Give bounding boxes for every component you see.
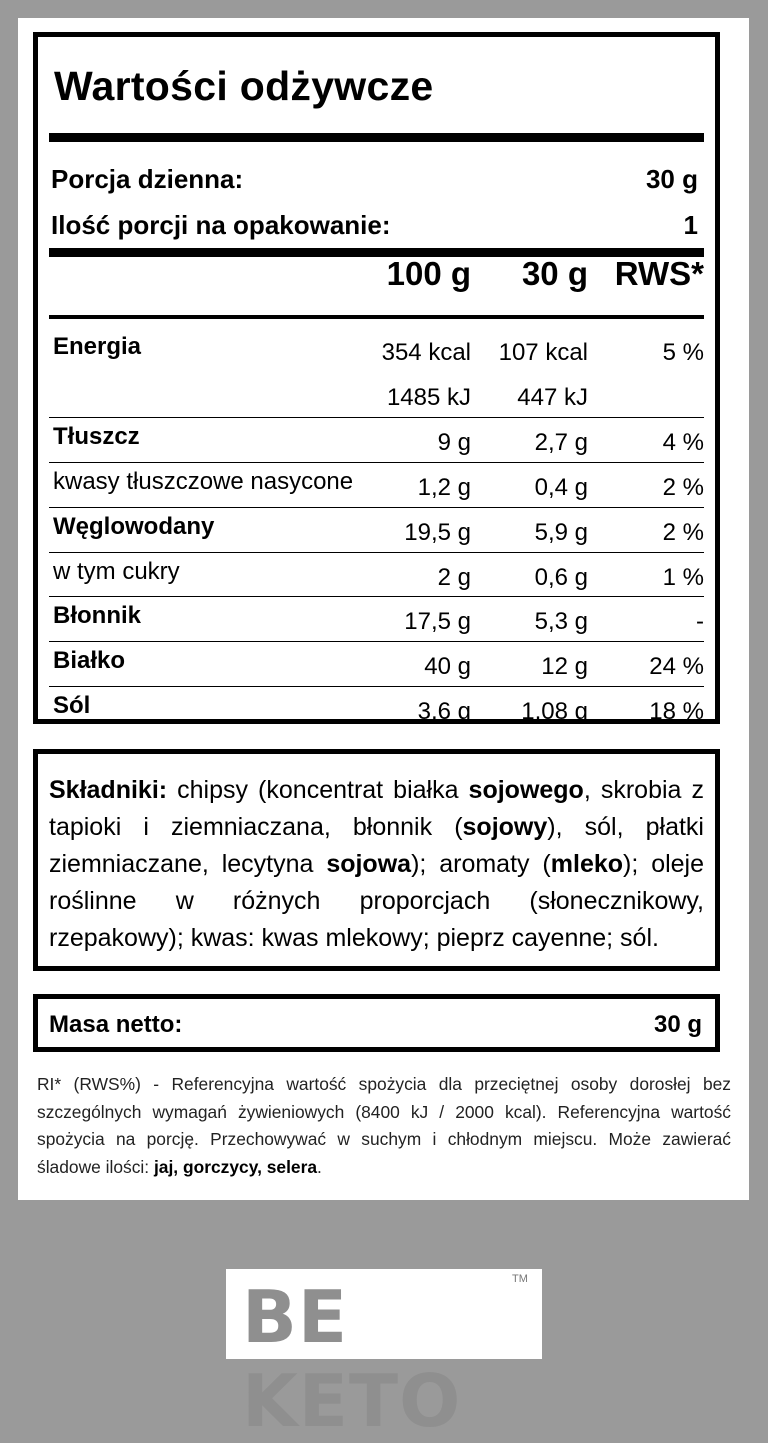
servings-value: 1: [683, 210, 698, 240]
divider: [49, 686, 704, 687]
column-header-100g: 100 g: [386, 255, 471, 292]
servings-row: [51, 210, 698, 241]
value-rws: -: [696, 608, 704, 635]
value-100g: 354 kcal: [381, 339, 471, 366]
column-header-rws: RWS*: [614, 255, 704, 292]
ingredients-part: , skrobia z tapioki i ziemniaczana, błonnik (: [49, 776, 704, 841]
value-portion: 1,08 g: [521, 698, 588, 725]
brand-logo: [226, 1269, 542, 1443]
allergen-highlight: sojowa: [326, 850, 412, 878]
allergen-highlight: sojowego: [468, 776, 584, 804]
ingredients-part: chipsy (koncentrat białka: [167, 776, 469, 804]
nutrient-name: Tłuszcz: [53, 423, 140, 450]
allergen-trace: jaj, gorczycy, selera: [153, 1156, 318, 1177]
nutrient-name: Węglowodany: [53, 513, 215, 540]
nutrient-name: Błonnik: [53, 602, 141, 629]
nutrition-table: [33, 32, 720, 724]
value-rws: 2 %: [662, 474, 704, 501]
value-portion: 2,7 g: [534, 429, 588, 456]
nutrient-name: kwasy tłuszczowe nasycone: [53, 468, 354, 495]
value-portion: 107 kcal: [498, 339, 588, 366]
servings-label: Ilość porcji na opakowanie:: [51, 210, 391, 240]
serving-label: Porcja dzienna:: [51, 164, 244, 194]
divider: [49, 133, 704, 142]
label-sheet: [18, 18, 749, 1200]
value-rws: 1 %: [662, 564, 704, 591]
divider: [49, 462, 704, 463]
value-100g: 9 g: [437, 429, 471, 456]
footnote-end: .: [317, 1156, 322, 1177]
ingredients-text: [49, 772, 704, 957]
divider: [49, 315, 704, 319]
footnote: [37, 1071, 731, 1181]
divider: [49, 248, 704, 257]
value-100g: 17,5 g: [404, 608, 471, 635]
nutrition-title: Wartości odżywcze: [54, 63, 434, 109]
footnote-text: RI* (RWS%) - Referencyjna wartość spożycia dla przeciętnej osoby dorosłej bez szczególnych wymagań żywieniowych (8400 kJ / 2000 kcal). Referencyjna wartość spożycia na porcję. Przechowywać w suchym i chłodnym miejscu. Może zawierać śladowe ilości:: [37, 1074, 731, 1177]
value-100g: 1,2 g: [417, 474, 471, 501]
serving-value: 30 g: [645, 164, 698, 194]
value-portion: 5,3 g: [534, 608, 588, 635]
allergen-highlight: mleko: [550, 850, 624, 878]
value-100g: 3,6 g: [417, 698, 471, 725]
value-rws: 4 %: [662, 429, 704, 456]
ingredients-part: ), sól, płatki ziemniaczane, lecytyna: [49, 813, 704, 878]
value-rws: 24 %: [649, 653, 704, 680]
ingredients-part: ); oleje roślinne w różnych proporcjach (słonecznikowy, rzepakowy); kwas: kwas mlekowy; pieprz cayenne; sól.: [49, 850, 705, 952]
ingredients-label: Składniki:: [49, 776, 168, 804]
value-portion: 5,9 g: [534, 519, 588, 546]
column-header-portion: 30 g: [521, 255, 588, 292]
nutrient-name: Białko: [53, 647, 126, 674]
nutrient-name: Sól: [53, 692, 91, 719]
allergen-highlight: sojowy: [462, 813, 548, 841]
divider: [49, 552, 704, 553]
value-portion: 0,6 g: [534, 564, 588, 591]
value-rws: 5 %: [662, 339, 704, 366]
net-mass-box: [33, 994, 720, 1052]
divider: [49, 596, 704, 597]
value-rws: 2 %: [662, 519, 704, 546]
value-100g: 40 g: [424, 653, 471, 680]
net-mass-value: 30 g: [653, 1011, 702, 1038]
trademark-mark: TM: [512, 1273, 528, 1285]
value-portion: 0,4 g: [534, 474, 588, 501]
nutrient-name: w tym cukry: [53, 558, 180, 585]
divider: [49, 507, 704, 508]
logo-text: BE KETO: [242, 1275, 462, 1443]
value-100g: 2 g: [437, 564, 471, 591]
value-100g: 1485 kJ: [386, 384, 471, 411]
serving-row: [51, 164, 698, 195]
net-mass-row: [49, 1011, 702, 1039]
nutrient-name: Energia: [53, 333, 142, 360]
value-portion: 447 kJ: [517, 384, 588, 411]
value-rws: 18 %: [649, 698, 704, 725]
ingredients-part: ); aromaty (: [411, 850, 551, 878]
ingredients-box: [33, 749, 720, 971]
value-portion: 12 g: [541, 653, 588, 680]
value-100g: 19,5 g: [404, 519, 471, 546]
divider: [49, 417, 704, 418]
net-mass-label: Masa netto:: [49, 1011, 183, 1038]
divider: [49, 641, 704, 642]
